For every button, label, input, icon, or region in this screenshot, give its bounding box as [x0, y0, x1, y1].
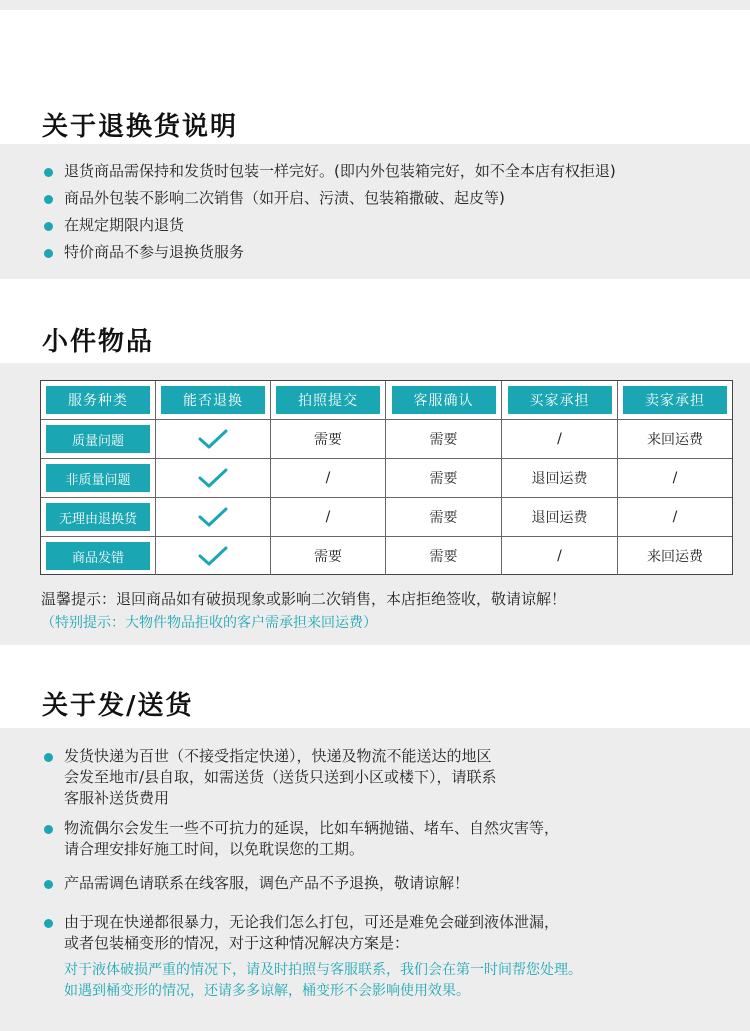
column-header: 服务种类 [46, 386, 150, 414]
shipping-title: 关于发/送货 [42, 691, 194, 721]
bullet-icon [44, 919, 53, 928]
list-item: 特价商品不参与退换货服务 [42, 239, 750, 266]
row-type-label: 质量问题 [46, 425, 150, 453]
table-cell: 退回运费 [502, 498, 618, 536]
table-header-row [41, 381, 732, 420]
list-item: 退货商品需保持和发货时包装一样完好。(即内外包装箱完好，如不全本店有权拒退) [42, 158, 750, 185]
table-cell: / [672, 470, 678, 486]
table-cell: 来回运费 [647, 432, 703, 448]
check-icon [198, 506, 228, 528]
table-row [41, 459, 732, 498]
shipping-item [44, 873, 724, 894]
bullet-icon [44, 880, 53, 889]
shipping-header [0, 645, 750, 728]
table-row [41, 498, 732, 537]
table-cell: / [672, 509, 678, 525]
shipping-line: 会发至地市/县自取，如需送货（送货只送到小区或楼下），请联系 [64, 768, 497, 786]
column-header: 客服确认 [392, 386, 496, 414]
service-table [40, 380, 733, 575]
table-cell: 需要 [271, 537, 386, 575]
top-band [0, 0, 750, 10]
bullet-icon [44, 753, 53, 762]
shipping-item [44, 818, 724, 860]
list-item: 在规定期限内退货 [42, 212, 750, 239]
table-cell: / [502, 420, 618, 458]
table-row [41, 537, 732, 575]
shipping-line: 客服补送货费用 [64, 789, 170, 807]
shipping-item [44, 746, 724, 809]
table-cell: 需要 [386, 537, 502, 575]
shipping-line: 或者包装桶变形的情况，对于这种情况解决方案是： [64, 934, 410, 952]
small-items-header [0, 279, 750, 363]
row-type-label: 无理由退换货 [46, 503, 150, 531]
check-icon [198, 428, 228, 450]
table-cell: 来回运费 [647, 549, 703, 565]
warm-tip: 温馨提示：退回商品如有破损现象或影响二次销售，本店拒绝签收，敬请谅解！ [41, 590, 567, 608]
shipping-line: 发货快递为百世（不接受指定快递），快递及物流不能送达的地区 [64, 747, 492, 765]
column-header: 拍照提交 [276, 386, 380, 414]
returns-panel [0, 144, 750, 279]
table-cell: / [271, 498, 386, 536]
table-cell: 需要 [386, 459, 502, 497]
returns-list [42, 158, 750, 266]
table-cell: 需要 [386, 498, 502, 536]
row-type-label: 非质量问题 [46, 464, 150, 492]
table-cell: 需要 [386, 420, 502, 458]
special-tip: （特别提示：大物件物品拒收的客户需承担来回运费） [41, 615, 377, 631]
returns-header [0, 10, 750, 144]
table-row [41, 420, 732, 459]
row-type-label: 商品发错 [46, 542, 150, 570]
table-cell: 需要 [271, 420, 386, 458]
table-cell: / [502, 537, 618, 575]
small-items-title: 小件物品 [42, 327, 155, 357]
list-item: 商品外包装不影响二次销售（如开启、污渍、包装箱撒破、起皮等) [42, 185, 750, 212]
column-header: 能否退换 [161, 386, 265, 414]
shipping-line: 由于现在快递都很暴力，无论我们怎么打包，可还是难免会碰到液体泄漏， [64, 913, 560, 931]
returns-title: 关于退换货说明 [42, 112, 239, 142]
shipping-item [44, 912, 724, 1002]
column-header: 卖家承担 [623, 386, 727, 414]
bullet-icon [44, 825, 53, 834]
table-cell: 退回运费 [502, 459, 618, 497]
solution-line: 如遇到桶变形的情况，还请多多谅解，桶变形不会影响使用效果。 [64, 983, 470, 999]
table-cell: / [271, 459, 386, 497]
check-icon [198, 467, 228, 489]
shipping-line: 物流偶尔会发生一些不可抗力的延误，比如车辆抛锚、堵车、自然灾害等， [64, 819, 560, 837]
check-icon [198, 545, 228, 567]
shipping-line: 请合理安排好施工时间，以免耽误您的工期。 [64, 840, 365, 858]
column-header: 买家承担 [508, 386, 612, 414]
solution-line: 对于液体破损严重的情况下，请及时拍照与客服联系，我们会在第一时间帮您处理。 [64, 962, 582, 978]
shipping-line: 产品需调色请联系在线客服，调色产品不予退换，敬请谅解！ [64, 874, 470, 892]
